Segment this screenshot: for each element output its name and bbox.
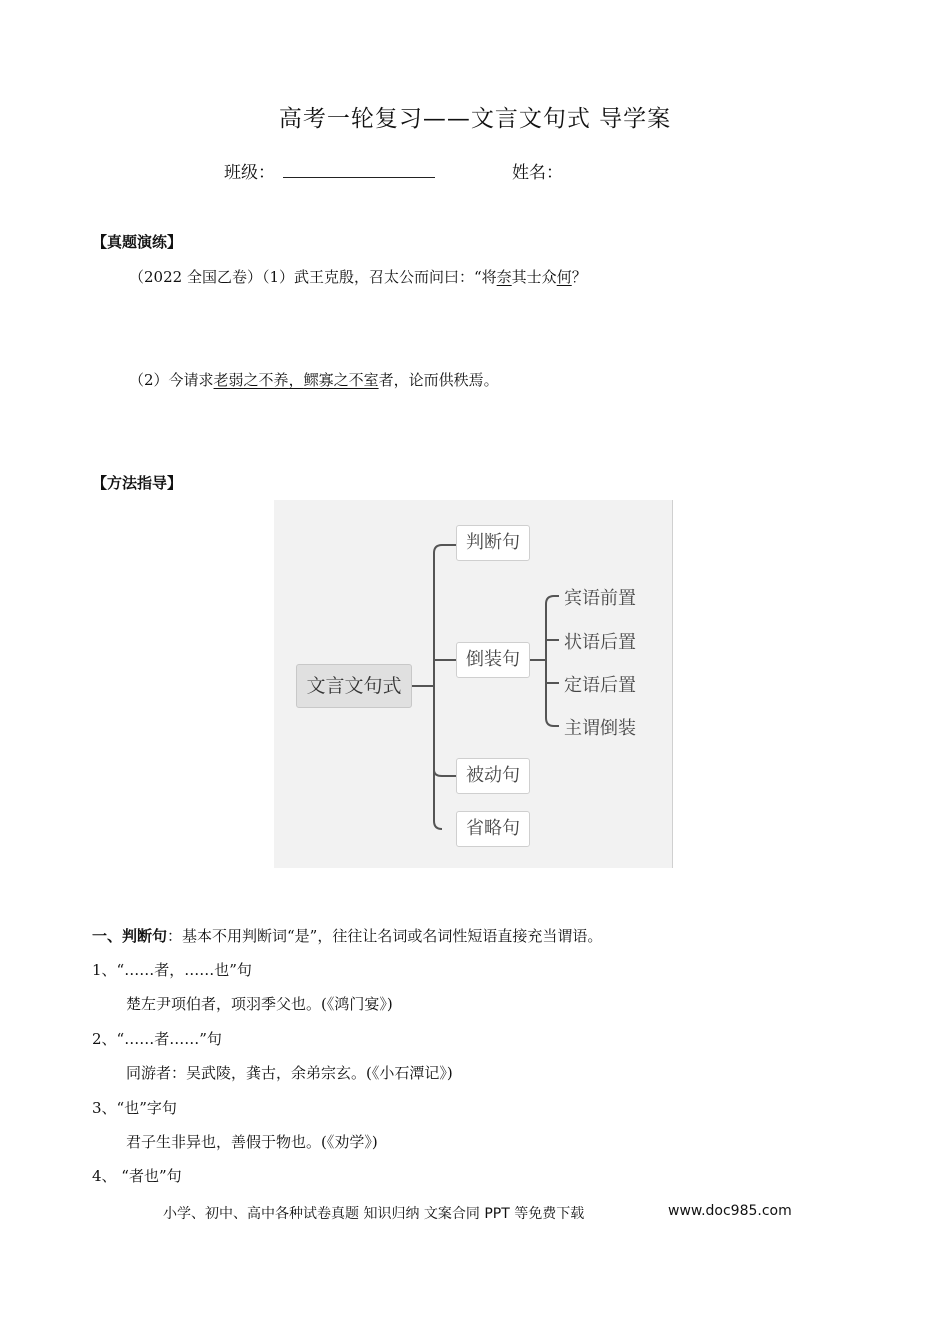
section-heading-practice: 【真题演练】 bbox=[92, 233, 183, 251]
q1-text-end: ？ bbox=[571, 268, 587, 286]
mindmap-sub-attributive-postposed: 定语后置 bbox=[564, 675, 636, 696]
q1-underline-1: 奈 bbox=[496, 268, 512, 286]
mindmap-branch-omission: 省略句 bbox=[456, 811, 530, 847]
page-title: 高考一轮复习——文言文句式 导学案 bbox=[278, 106, 672, 132]
part1-heading bbox=[92, 925, 602, 946]
mindmap-branch-inversion: 倒装句 bbox=[456, 642, 530, 678]
list-item-label: 3、“也”字句 bbox=[92, 1099, 177, 1117]
list-item-example: 君子生非异也，善假于物也。(《劝学》) bbox=[126, 1133, 378, 1151]
mindmap-branch-passive: 被动句 bbox=[456, 758, 530, 794]
part1-heading-bold: 一、判断句 bbox=[92, 927, 168, 945]
footer-text: 小学、初中、高中各种试卷真题 知识归纳 文案合同 PPT 等免费下载 bbox=[163, 1206, 585, 1222]
q2-text-end: 者，论而供秩焉。 bbox=[378, 371, 499, 389]
question-1 bbox=[129, 266, 587, 287]
list-item-example: 楚左尹项伯者，项羽季父也。(《鸿门宴》) bbox=[126, 995, 393, 1013]
mindmap-branch-judgment: 判断句 bbox=[456, 525, 530, 561]
q1-text: （2022 全国乙卷）（1）武王克殷，召太公而问曰：“将 bbox=[129, 268, 497, 286]
mindmap-sub-subject-predicate-inversion: 主谓倒装 bbox=[564, 718, 636, 739]
q2-text: （2）今请求 bbox=[129, 371, 214, 389]
q2-underline-1: 老弱之不养 bbox=[213, 371, 289, 389]
mindmap-sub-adverbial-postposed: 状语后置 bbox=[564, 632, 636, 653]
class-label: 班级： bbox=[224, 163, 275, 183]
q1-underline-2: 何 bbox=[556, 268, 572, 286]
list-item-example: 同游者：吴武陵，龚古，余弟宗玄。(《小石潭记》) bbox=[126, 1064, 453, 1082]
class-blank-line bbox=[283, 177, 435, 178]
mindmap-root: 文言文句式 bbox=[296, 664, 412, 708]
part1-heading-text: ：基本不用判断词“是”，往往让名词或名词性短语直接充当谓语。 bbox=[167, 927, 603, 945]
footer-url[interactable]: www.doc985.com bbox=[668, 1203, 792, 1219]
sentence-pattern-mindmap bbox=[274, 500, 673, 868]
q1-text-mid: 其士众 bbox=[511, 268, 557, 286]
question-2 bbox=[129, 369, 499, 390]
q2-underline-comma: ， bbox=[288, 371, 304, 389]
list-item-label: 1、“……者，……也”句 bbox=[92, 961, 252, 979]
list-item-label: 2、“……者……”句 bbox=[92, 1030, 222, 1048]
name-label: 姓名： bbox=[512, 163, 563, 183]
list-item-label: 4、 “者也”句 bbox=[92, 1167, 182, 1185]
q2-underline-2: 鳏寡之不室 bbox=[303, 371, 379, 389]
mindmap-sub-object-preposed: 宾语前置 bbox=[564, 588, 636, 609]
section-heading-method: 【方法指导】 bbox=[92, 474, 183, 492]
